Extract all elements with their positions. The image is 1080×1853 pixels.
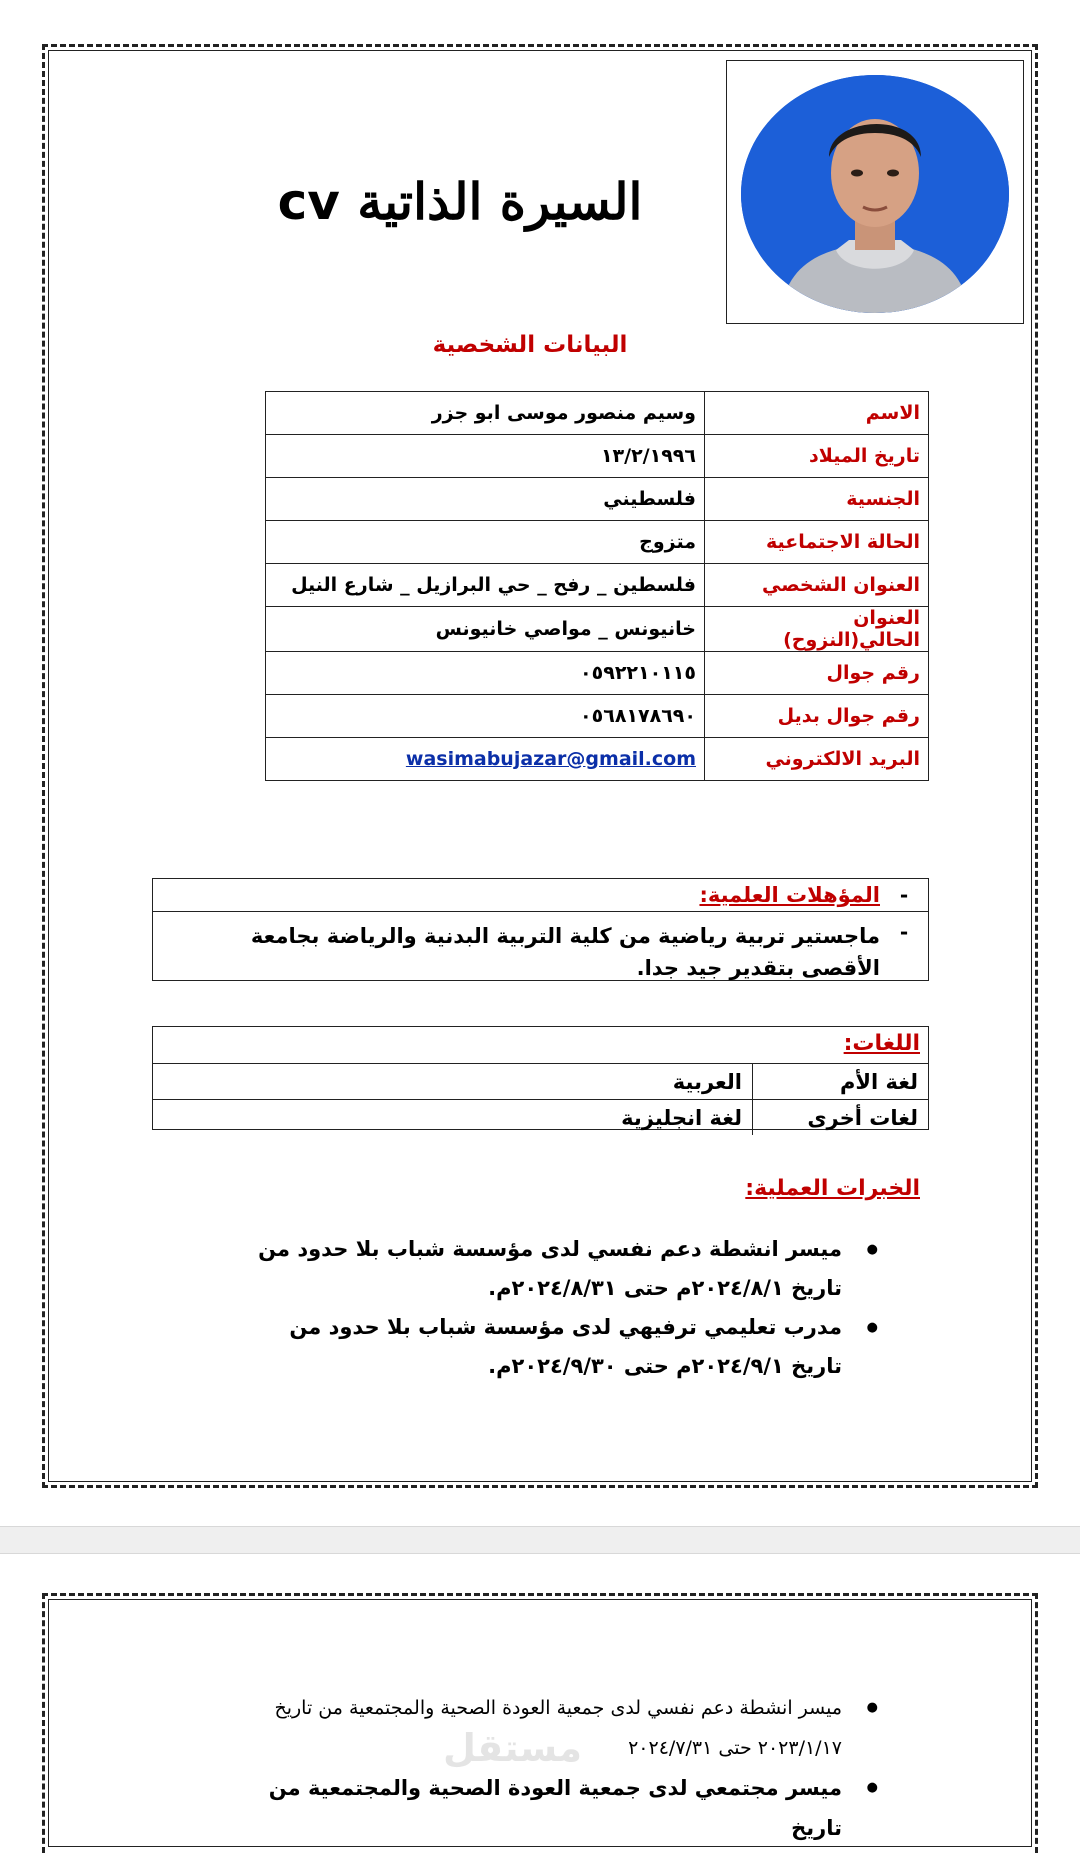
language-value: العربية [153,1064,753,1100]
table-row [266,652,929,695]
table-row [266,521,929,564]
row-value: فلسطيني [266,478,705,521]
qualification-item: ماجستير تربية رياضية من كلية التربية البدنية والرياضة بجامعة الأقصى بتقدير جيد جدا. [250,924,880,980]
table-row [266,607,929,652]
list-dash: - [899,920,909,944]
row-value: متزوج [266,521,705,564]
row-label: العنوان الشخصي [705,564,929,607]
list-item: ● ميسر انشطة دعم نفسي لدى جمعية العودة الصحية والمجتمعية من تاريخ ٢٠٢٣/١/١٧ حتى ٢٠٢٤/٧/٣١ [240,1688,880,1768]
row-label: رقم جوال [705,652,929,695]
table-row [266,564,929,607]
row-label: الجنسية [705,478,929,521]
list-item: ● ميسر مجتمعي لدى جمعية العودة الصحية والمجتمعية من تاريخ [240,1768,880,1848]
watermark-logo: مستقل [443,1726,582,1770]
list-item: ● ميسر انشطة دعم نفسي لدى مؤسسة شباب بلا حدود من تاريخ ٢٠٢٤/٨/١م حتى ٢٠٢٤/٨/٣١م. [240,1230,880,1308]
table-row [153,1100,928,1136]
title-cv: cv [277,173,340,231]
qualifications-item-row [153,912,928,984]
list-dash: - [899,883,909,907]
row-value: ٠٥٩٢٢١٠١١٥ [266,652,705,695]
language-key: لغات أخرى [753,1100,929,1136]
qualifications-box [152,878,929,981]
row-label: العنوان الحالي(النزوح) [705,607,929,652]
page-title [180,172,740,231]
email-link[interactable]: wasimabujazar@gmail.com [405,748,696,770]
row-value: خانيونس _ مواصي خانيونس [266,607,705,652]
experience-list [240,1230,880,1386]
table-row [266,435,929,478]
row-label: تاريخ الميلاد [705,435,929,478]
person-portrait-icon [741,75,1009,313]
qualifications-header-row [153,879,928,912]
table-row [266,738,929,781]
table-row [266,392,929,435]
list-item: ● مدرب تعليمي ترفيهي لدى مؤسسة شباب بلا حدود من تاريخ ٢٠٢٤/٩/١م حتى ٢٠٢٤/٩/٣٠م. [240,1308,880,1386]
experience-heading: الخبرات العملية: [745,1176,920,1201]
row-label: الحالة الاجتماعية [705,521,929,564]
table-row [266,695,929,738]
title-arabic: السيرة الذاتية [357,172,643,231]
personal-info-heading: البيانات الشخصية [432,332,628,358]
row-value: فلسطين _ رفح _ حي البرازيل _ شارع النيل [266,564,705,607]
profile-photo [741,75,1009,313]
page-separator [0,1526,1080,1554]
language-key: لغة الأم [753,1064,929,1100]
language-value: لغة انجليزية [153,1100,753,1136]
row-label: البريد الالكتروني [705,738,929,781]
table-row [266,478,929,521]
row-label: الاسم [705,392,929,435]
personal-info-table [265,391,929,781]
languages-table [153,1063,928,1135]
qualifications-heading: المؤهلات العلمية: [699,883,880,907]
profile-photo-frame [726,60,1024,324]
row-value: ١٣/٢/١٩٩٦ [266,435,705,478]
languages-box [152,1026,929,1130]
email-cell [266,738,705,781]
row-label: رقم جوال بديل [705,695,929,738]
row-value: ٠٥٦٨١٧٨٦٩٠ [266,695,705,738]
table-row [153,1064,928,1100]
row-value: وسيم منصور موسى ابو جزر [266,392,705,435]
languages-heading: اللغات: [843,1031,920,1056]
